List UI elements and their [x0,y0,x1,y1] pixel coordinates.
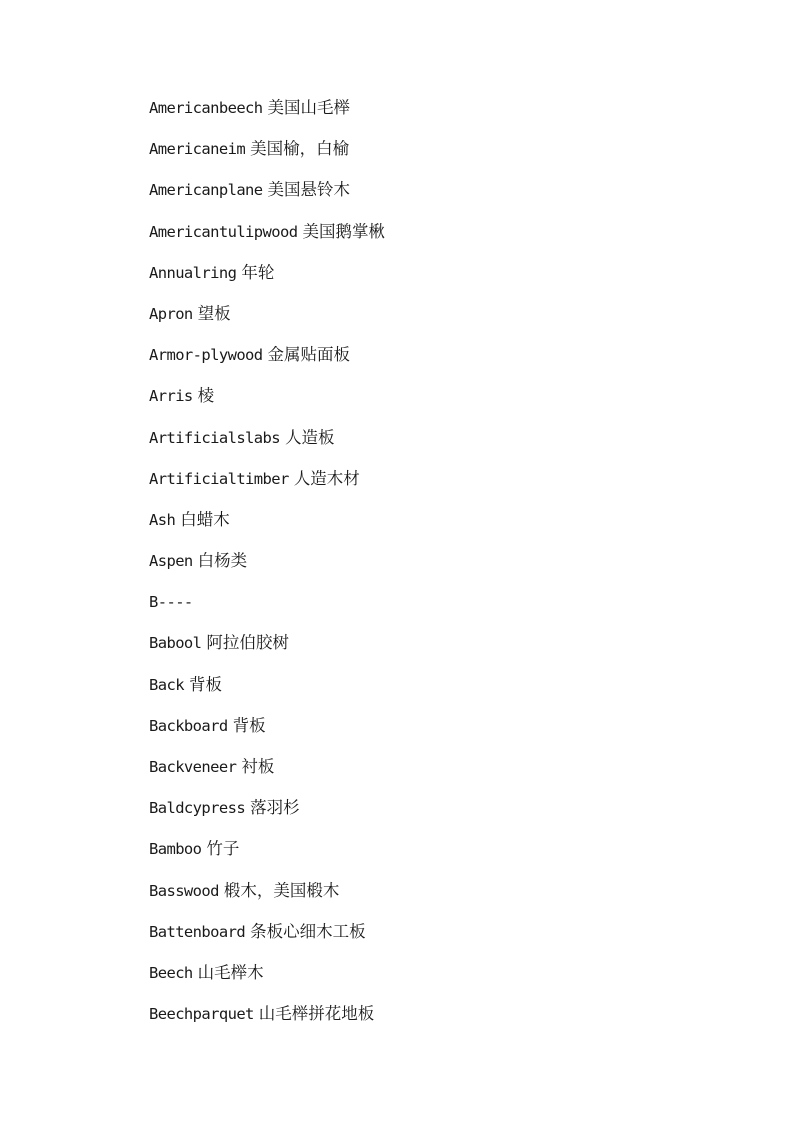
glossary-entry [149,426,385,467]
entry-term: Bamboo [149,840,202,859]
entry-translation: 衬板 [241,757,275,776]
entry-term: Arris [149,387,193,406]
glossary-entry [149,837,385,878]
glossary-entry [149,302,385,343]
glossary-entry [149,631,385,672]
glossary-entry [149,920,385,961]
glossary-entry [149,384,385,425]
glossary-entry [149,343,385,384]
entry-translation: 美国悬铃木 [267,180,351,200]
entry-term: Artificialtimber [149,469,289,488]
glossary-entry [149,796,385,837]
entry-translation: 人造板 [284,427,335,447]
entry-term: Backboard [149,716,228,735]
entry-term: Aspen [149,552,193,571]
entry-term: Americanplane [149,181,263,200]
entry-translation: 条板心细木工板 [250,921,366,941]
entry-translation: 美国鹅掌楸 [302,221,385,241]
entry-translation: 竹子 [206,839,240,859]
entry-translation: 落羽杉 [250,798,300,818]
entry-translation: 棱 [197,386,215,406]
entry-term: Baldcypress [149,799,246,818]
entry-translation: 年轮 [241,262,275,282]
glossary-list [149,96,385,1043]
entry-term: B---- [149,593,193,612]
glossary-entry [149,755,385,796]
glossary-entry [149,1002,385,1043]
entry-translation: 椴木，美国椴木 [223,880,340,900]
entry-translation: 人造木材 [293,468,360,488]
glossary-entry [149,178,385,219]
entry-term: Americanbeech [149,99,263,117]
entry-term: Americantulipwood [149,222,298,241]
glossary-entry [149,590,385,631]
entry-term: Battenboard [149,922,246,941]
entry-term: Artificialslabs [149,428,280,447]
entry-translation: 白杨类 [197,551,248,571]
entry-term: Backveneer [149,758,237,776]
glossary-entry [149,261,385,302]
entry-term: Ash [149,510,176,529]
entry-translation: 背板 [188,674,222,694]
entry-translation: 美国山毛榉 [267,98,351,117]
entry-term: Back [149,675,184,694]
entry-translation: 望板 [197,303,231,323]
entry-translation: 山毛榉木 [197,962,264,982]
entry-translation: 背板 [232,715,266,735]
glossary-entry [149,220,385,261]
entry-translation: 山毛榉拼花地板 [258,1004,375,1024]
entry-term: Babool [149,634,202,653]
entry-term: Apron [149,304,193,323]
entry-term: Basswood [149,881,219,900]
entry-translation: 阿拉伯胶树 [206,633,289,653]
entry-translation: 美国榆，白榆 [250,139,350,159]
glossary-entry [149,549,385,590]
glossary-entry [149,508,385,549]
glossary-entry [149,673,385,714]
entry-term: Beech [149,963,193,982]
entry-translation: 金属贴面板 [267,345,351,365]
glossary-entry [149,96,385,137]
glossary-entry [149,879,385,920]
glossary-entry [149,961,385,1002]
entry-term: Armor-plywood [149,346,263,365]
entry-term: Annualring [149,263,237,282]
entry-term: Americaneim [149,140,246,159]
glossary-entry [149,714,385,755]
glossary-entry [149,137,385,178]
glossary-entry [149,467,385,508]
entry-translation: 白蜡木 [180,509,230,529]
entry-term: Beechparquet [149,1005,254,1024]
